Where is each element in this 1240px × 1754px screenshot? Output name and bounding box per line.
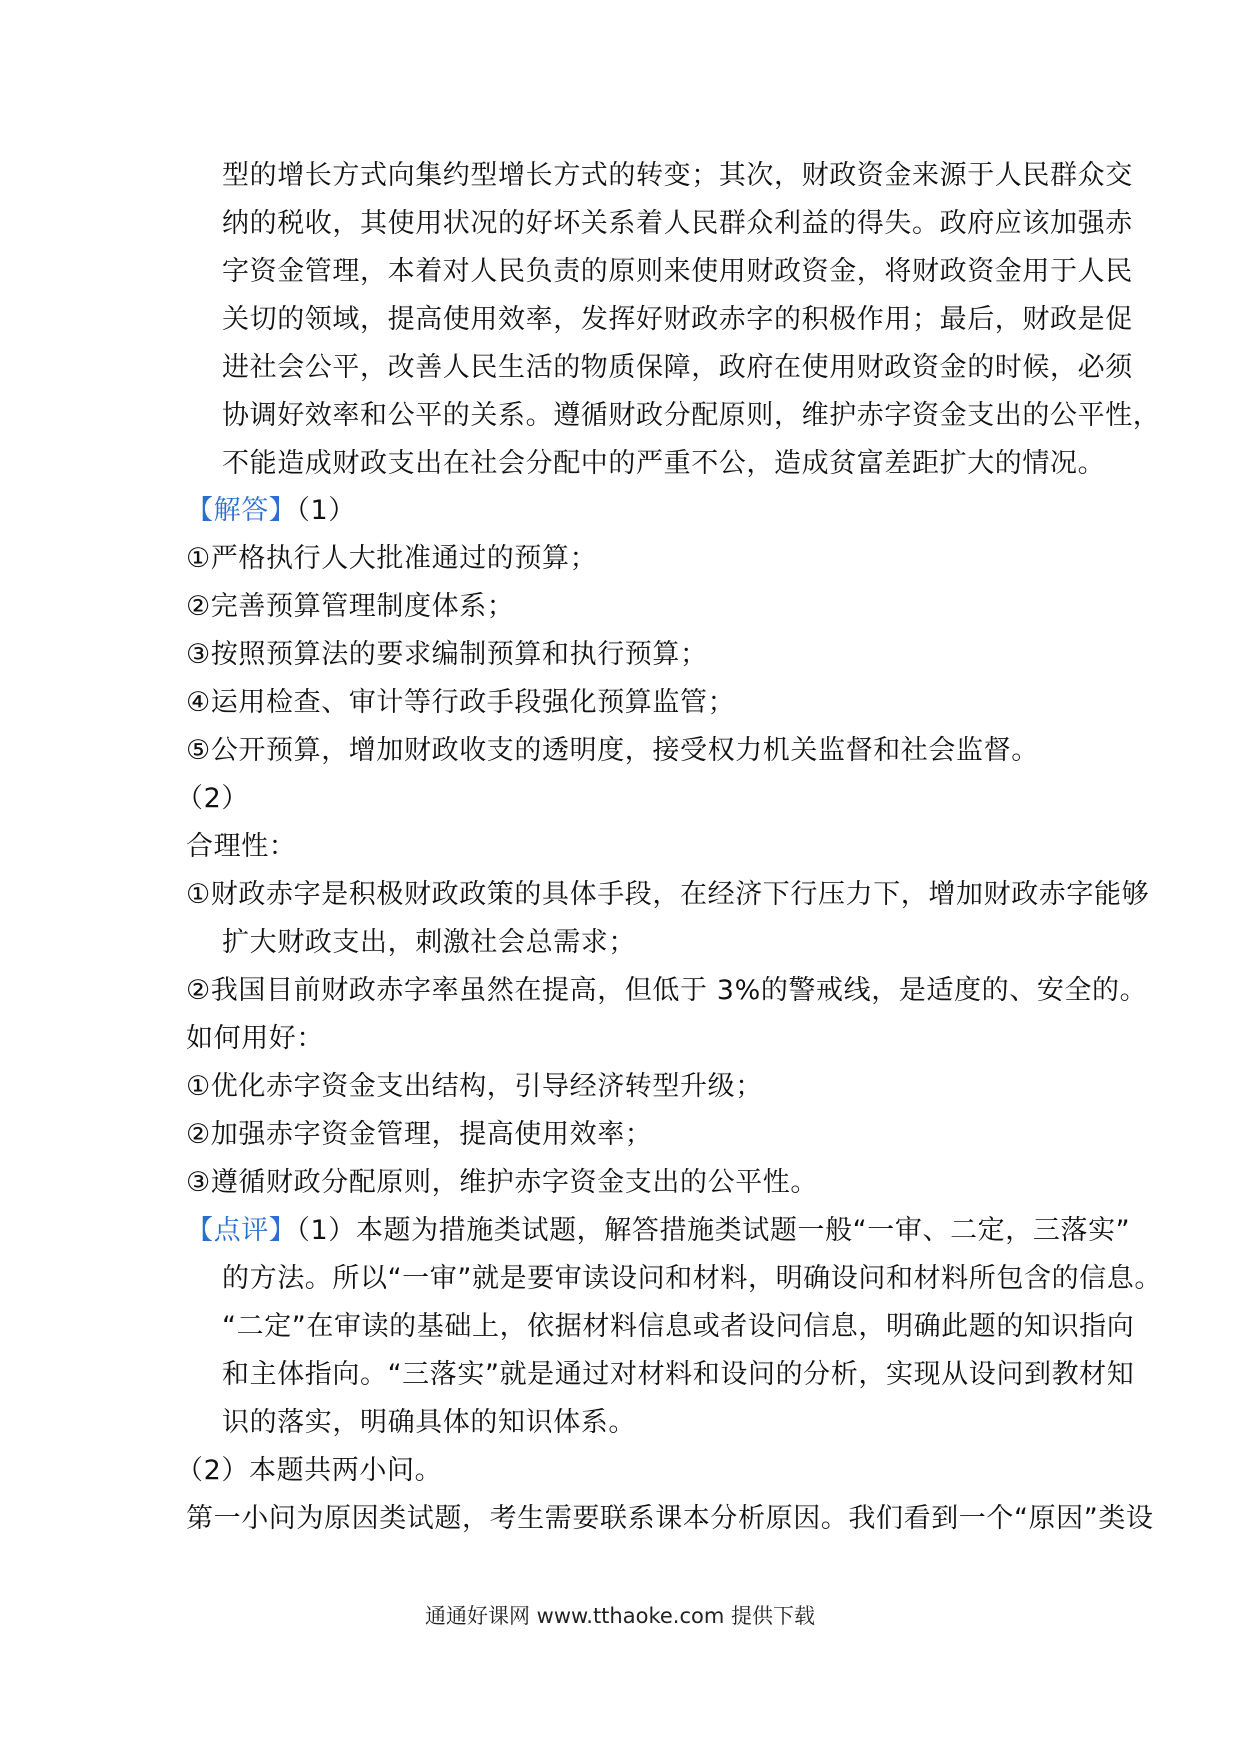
analysis-line: 不能造成财政支出在社会分配中的严重不公，造成贫富差距扩大的情况。 bbox=[222, 448, 1106, 479]
analysis-line: 纳的税收，其使用状况的好坏关系着人民群众利益的得失。政府应该加强赤 bbox=[222, 208, 1133, 239]
comment-tag: 【点评】 bbox=[186, 1215, 297, 1246]
reasonable-item: ①财政赤字是积极财政政策的具体手段，在经济下行压力下，增加财政赤字能够 bbox=[186, 879, 1150, 910]
comment-line: 的方法。所以“一审”就是要审读设问和材料，明确设问和材料所包含的信息。 bbox=[222, 1263, 1162, 1294]
comment-heading bbox=[186, 1213, 1130, 1249]
answer-heading bbox=[186, 493, 356, 529]
comment-line-first: （1）本题为措施类试题，解答措施类试题一般“一审、二定，三落实” bbox=[296, 1215, 1131, 1246]
answer-part2-label: （2） bbox=[176, 783, 249, 814]
reasonable-item: ②我国目前财政赤字率虽然在提高，但低于 3%的警戒线，是适度的、安全的。 bbox=[186, 975, 1148, 1006]
comment-line: 和主体指向。“三落实”就是通过对材料和设问的分析，实现从设问到教材知 bbox=[222, 1359, 1135, 1390]
answer-item: ③按照预算法的要求编制预算和执行预算； bbox=[186, 639, 708, 670]
analysis-line: 协调好效率和公平的关系。遵循财政分配原则，维护赤字资金支出的公平性， bbox=[222, 400, 1161, 431]
answer-item: ④运用检查、审计等行政手段强化预算监管； bbox=[186, 687, 736, 718]
reasonable-item-continuation: 扩大财政支出，刺激社会总需求； bbox=[222, 927, 636, 958]
page-footer: 通通好课网 www.tthaoke.com 提供下载 bbox=[425, 1604, 815, 1628]
comment-last-line: 第一小问为原因类试题，考生需要联系课本分析原因。我们看到一个“原因”类设 bbox=[186, 1503, 1154, 1534]
answer-item: ②完善预算管理制度体系； bbox=[186, 591, 515, 622]
how-item: ③遵循财政分配原则，维护赤字资金支出的公平性。 bbox=[186, 1167, 819, 1198]
answer-item: ⑤公开预算，增加财政收支的透明度，接受权力机关监督和社会监督。 bbox=[186, 735, 1039, 766]
analysis-line: 型的增长方式向集约型增长方式的转变；其次，财政资金来源于人民群众交 bbox=[222, 160, 1133, 191]
how-heading: 如何用好： bbox=[186, 1023, 324, 1054]
how-item: ②加强赤字资金管理，提高使用效率； bbox=[186, 1119, 653, 1150]
comment-line: “二定”在审读的基础上，依据材料信息或者设问信息，明确此题的知识指向 bbox=[222, 1311, 1135, 1342]
answer-item: ①严格执行人大批准通过的预算； bbox=[186, 543, 598, 574]
answer-tag: 【解答】 bbox=[186, 495, 297, 526]
analysis-line: 进社会公平，改善人民生活的物质保障，政府在使用财政资金的时候，必须 bbox=[222, 352, 1133, 383]
analysis-line: 关切的领域，提高使用效率，发挥好财政赤字的积极作用；最后，财政是促 bbox=[222, 304, 1133, 335]
reasonable-heading: 合理性： bbox=[186, 831, 297, 862]
how-item: ①优化赤字资金支出结构，引导经济转型升级； bbox=[186, 1071, 763, 1102]
analysis-line: 字资金管理，本着对人民负责的原则来使用财政资金，将财政资金用于人民 bbox=[222, 256, 1133, 287]
comment-line: 识的落实，明确具体的知识体系。 bbox=[222, 1407, 636, 1438]
comment-part2-line: （2）本题共两小问。 bbox=[176, 1455, 443, 1486]
answer-part1-label: （1） bbox=[296, 495, 356, 526]
